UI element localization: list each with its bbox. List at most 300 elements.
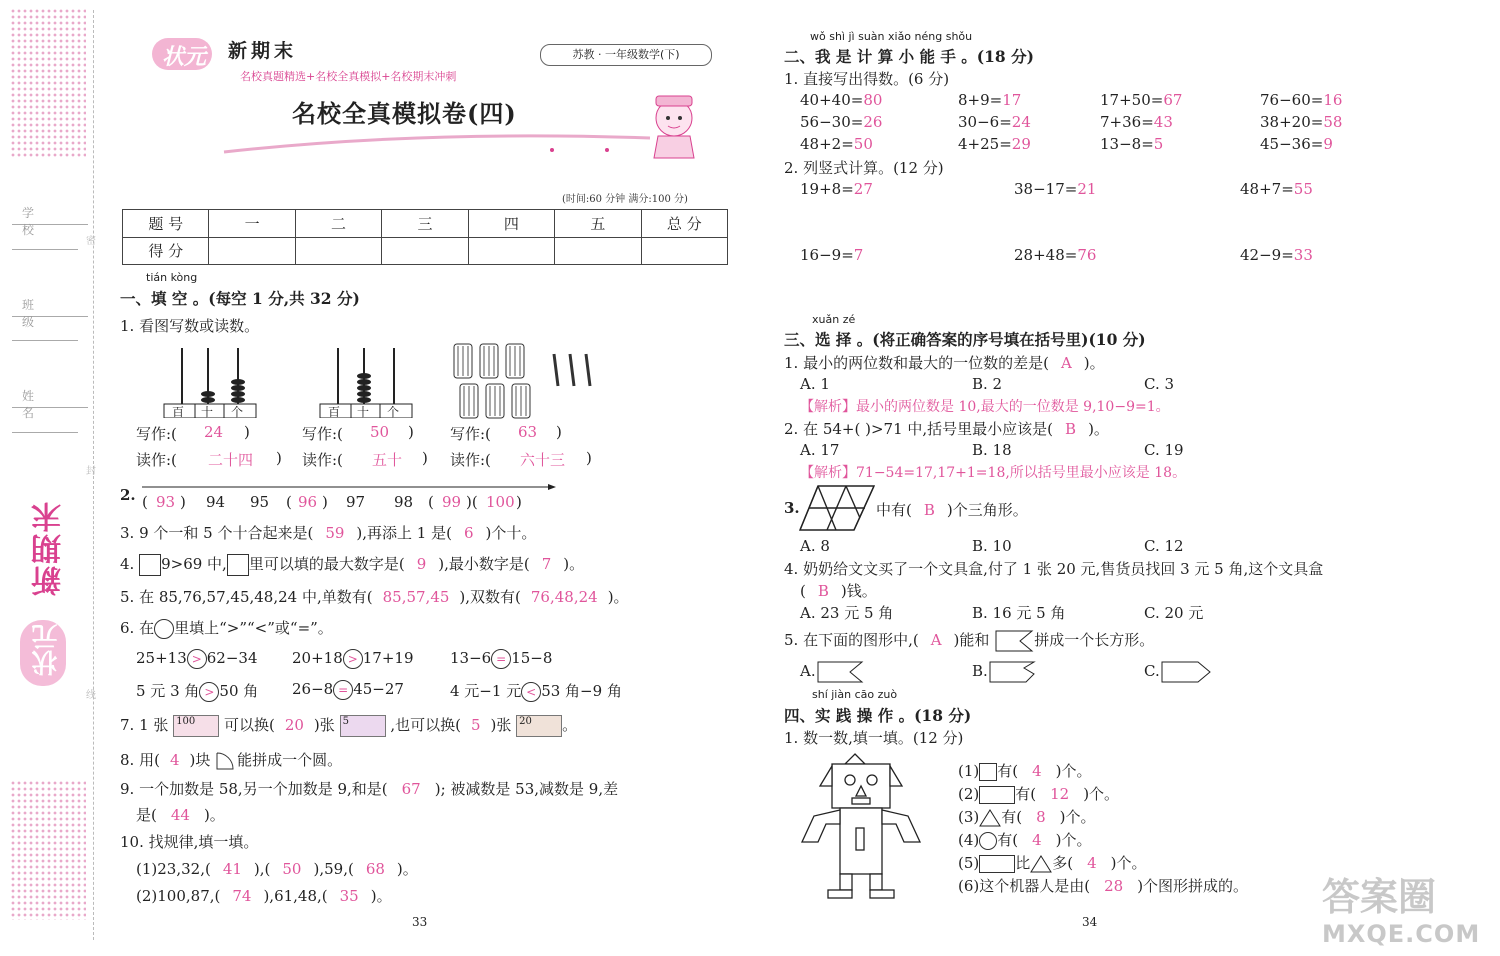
calc-answer[interactable]: 58 [1323,113,1343,131]
compare-item [450,680,622,702]
calc-answer[interactable]: 67 [1163,91,1183,109]
q1-7-ans1[interactable]: 20 [284,716,304,734]
q3-2-text: 2. 在 54+( )>71 中,括号里最小应该是( [784,420,1054,438]
sec2-title: 二、我 是 计 算 小 能 手 。(18 分) [784,47,1034,66]
q3-5-answer[interactable]: A [930,631,942,649]
numline-value: 94 [206,493,226,511]
q3-2-opt-a[interactable]: A. 17 [800,441,840,459]
q1-7 [120,714,577,737]
q1-5-c: )。 [607,588,629,606]
vert-expr: 48+7= [1240,180,1294,198]
count-has: 有( [1001,808,1023,826]
compare-circle[interactable]: > [187,649,207,669]
write-answer-3[interactable]: 63 [518,423,538,441]
triangle-icon [979,809,1001,827]
vert-item [1240,246,1313,264]
calc-expr: 48+2= [800,135,854,153]
score-cell: 一 [209,210,295,238]
count-label: (5) [958,854,980,872]
count-answer[interactable]: 4 [1032,762,1042,780]
calc-expr: 4+25= [958,135,1012,153]
feng-mark: 封 [86,466,96,477]
triangle-figure-icon [798,484,878,532]
vertical-logo-text: 状元 [32,624,62,676]
q1-10-2c: )。 [370,887,392,905]
q1-10-2a: (2)100,87,( [136,887,221,905]
calc-answer[interactable]: 43 [1153,113,1173,131]
q3-4-line2 [800,580,877,601]
q3-3 [876,499,1028,520]
compare-right: 50 角 [219,682,259,700]
calc-item [1100,135,1163,153]
compare-left: 13−6 [450,649,492,667]
numline-answer[interactable]: 96 [298,493,318,511]
q3-3-text: 中有( [876,501,912,519]
score-cell: 题 号 [123,210,209,238]
count-has: 有( [1015,785,1037,803]
q1-10-2-ans1[interactable]: 74 [232,887,252,905]
compare-circle[interactable]: = [491,649,511,669]
q1-9-c: 是( [136,806,157,824]
q3-2-answer[interactable]: B [1065,420,1077,438]
read-label-1: 读作:( [136,451,177,469]
compare-right: 17+19 [362,649,414,667]
opt-label: B. [972,662,988,680]
q1-5 [120,586,629,607]
count-item-4 [958,829,1092,850]
q1-10-1 [136,858,418,879]
robot-figure [800,752,930,900]
sec4-pinyin: shí jiàn cāo zuò [812,688,898,701]
q1-5-ans1[interactable]: 85,57,45 [382,588,450,606]
q2-2: 2. 列竖式计算。(12 分) [784,159,944,177]
q1-7-ans2[interactable]: 5 [470,716,481,734]
score-cell: 五 [555,210,641,238]
note-value: 5 [342,716,349,727]
banknote-20-icon [516,715,562,737]
score-table [122,209,728,265]
q3-3-answer[interactable]: B [923,501,935,519]
time-note: (时间:60 分钟 满分:100 分) [562,194,688,205]
vert-expr: 16−9= [800,246,854,264]
write-close-3: ) [556,423,562,441]
q1-10-1-ans2[interactable]: 50 [282,860,302,878]
q1-8-c: 能拼成一个圆。 [237,751,343,769]
numline-answer[interactable]: 93 [156,493,176,511]
edition-badge: 苏教 · 一年级数学(下) [540,44,712,66]
sec3-pinyin: xuǎn zé [812,313,856,326]
q1-3-ans2[interactable]: 6 [463,524,474,542]
compare-left: 4 元−1 元 [450,682,522,700]
compare-left: 25+13 [136,649,187,667]
stick-bundles-icon [450,342,606,422]
sec2-pinyin: wǒ shì jì suàn xiǎo néng shǒu [810,30,973,43]
class-line [12,340,78,341]
count-label: (3) [958,808,980,826]
calc-item [1260,135,1333,153]
sec3-title: 三、选 择 。(将正确答案的序号填在括号里)(10 分) [784,330,1146,349]
q3-4-end: )钱。 [840,582,877,600]
q1-9-d: )。 [203,806,225,824]
calc-answer[interactable]: 29 [1011,135,1031,153]
q3-4-answer[interactable]: B [817,582,829,600]
vert-answer[interactable]: 76 [1077,246,1097,264]
read-answer-1[interactable]: 二十四 [208,451,254,469]
q1-3-a: 3. 9 个一和 5 个十合起来是( [120,524,314,542]
q1-4-d: ),最小数字是( [438,555,530,573]
vert-item [800,180,873,198]
write-close-1: ) [244,423,250,441]
option-b-shape-icon [988,660,1040,684]
read-answer-2[interactable]: 五十 [372,451,403,469]
count-than: 比 [1015,854,1031,872]
q1-5-a: 5. 在 85,76,57,45,48,24 中,单数有( [120,588,373,606]
q3-1-opt-c[interactable]: C. 3 [1144,375,1175,393]
calc-expr: 56−30= [800,113,864,131]
count-has: 有( [997,762,1019,780]
q3-2-opt-c[interactable]: C. 19 [1144,441,1184,459]
count-answer[interactable]: 28 [1104,877,1124,895]
count-answer[interactable]: 4 [1087,854,1097,872]
abacus1-label-ge: 个 [231,405,244,419]
count-item-2 [958,783,1119,804]
vert-expr: 42−9= [1240,246,1294,264]
calc-item [1260,91,1342,109]
abacus1-label-shi: 十 [201,405,214,419]
compare-right: 45−27 [353,680,404,698]
blank-box [227,554,249,576]
read-label-2: 读作:( [302,451,343,469]
vert-expr: 28+48= [1014,246,1078,264]
note-value: 100 [176,716,196,727]
numline-paren-3c: )( [466,493,478,511]
brand-title: 新期末 [228,40,298,62]
title-swoosh [222,126,652,156]
numline-value: 97 [346,493,366,511]
compare-left: 20+18 [292,649,343,667]
quarter-circle-icon [215,751,237,771]
q1-9-a: 9. 一个加数是 58,另一个加数是 9,和是( [120,780,388,798]
count-item-1 [958,760,1092,781]
score-input[interactable] [641,237,727,265]
margin-dots-bottom [10,780,86,920]
count-end: )个。 [1059,808,1096,826]
q1-4 [120,553,584,576]
count-end: )个图形拼成的。 [1137,877,1249,895]
calc-answer[interactable]: 50 [853,135,873,153]
q1-7-d: ,也可以换( [390,716,461,734]
calc-answer[interactable]: 9 [1323,135,1333,153]
calc-item [958,91,1021,109]
calc-item [1100,113,1173,131]
score-cell: 总 分 [641,210,727,238]
compare-right: 15−8 [511,649,553,667]
q3-4: 4. 奶奶给文文买了一个文具盒,付了 1 张 20 元,售货员找回 3 元 5 角,这个文具盒 [784,560,1324,578]
numline-answer[interactable]: 100 [486,493,515,511]
q3-3-num: 3. [784,499,800,517]
q1-4-ans1[interactable]: 9 [416,555,427,573]
score-cell: 得 分 [123,237,209,265]
q1-4-e: )。 [563,555,585,573]
write-label-3: 写作:( [450,425,491,443]
banknote-100-icon [173,715,219,737]
q1-5-ans2[interactable]: 76,48,24 [530,588,598,606]
calc-expr: 45−36= [1260,135,1324,153]
q1-5-b: ),双数有( [459,588,521,606]
compare-circle[interactable]: > [343,649,363,669]
q3-1-explanation: 【解析】最小的两位数是 10,最大的一位数是 9,10−9=1。 [800,399,1170,415]
q1-4-c: 里可以填的最大数字是( [248,555,405,573]
q3-1-text: 1. 最小的两位数和最大的一位数的差是( [784,354,1049,372]
write-answer-2[interactable]: 50 [370,423,390,441]
read-answer-3[interactable]: 六十三 [520,451,566,469]
q1-3-b: ),再添上 1 是( [356,524,452,542]
count-label: (6)这个机器人是由( [958,877,1091,895]
count-item-6 [958,875,1248,896]
numline-paren-1c: ) [180,493,186,511]
q3-4-opt-b[interactable]: B. 16 元 5 角 [972,604,1066,622]
page-number-right: 34 [1082,915,1098,929]
rectangle-icon [979,855,1015,873]
sec4-title: 四、实 践 操 作 。(18 分) [784,706,972,725]
page-number-left: 33 [412,915,428,929]
notched-shape-icon [994,629,1034,653]
calc-answer[interactable]: 16 [1323,91,1343,109]
q1-9-b: ); 被减数是 53,减数是 9,差 [434,780,619,798]
q3-5-opt-c[interactable] [1144,660,1212,684]
count-has: 有( [997,831,1019,849]
vert-answer[interactable]: 7 [853,246,864,264]
count-answer[interactable]: 8 [1036,808,1046,826]
q3-5-mid: )能和 [953,631,990,649]
q1-8-a: 8. 用( [120,751,160,769]
triangle-icon [1030,855,1052,873]
calc-item [800,113,882,131]
option-a-shape-icon [816,660,864,684]
q3-4-opt-a[interactable]: A. 23 元 5 角 [800,604,894,622]
class-field: 班 级 [12,296,88,317]
q1-10-2 [136,885,392,906]
vert-item [1240,180,1313,198]
q1-6-a: 6. 在 [120,619,155,637]
name-field: 姓 名 [12,387,88,408]
calc-answer[interactable]: 17 [1002,91,1022,109]
q1-4-ans2[interactable]: 7 [541,555,552,573]
vertical-brand: 新期末 [32,500,67,596]
q3-3-opt-b[interactable]: B. 10 [972,537,1012,555]
score-input[interactable] [209,237,295,265]
q1-3-ans1[interactable]: 59 [325,524,345,542]
q1-10-2-ans2[interactable]: 35 [339,887,359,905]
score-input[interactable] [468,237,554,265]
q1-6 [120,617,333,639]
q3-1-opt-a[interactable]: A. 1 [800,375,830,393]
count-answer[interactable]: 12 [1050,785,1070,803]
school-line [12,249,78,250]
school-field: 学 校 [12,204,88,225]
mascot-icon [640,92,710,162]
count-end: )个。 [1110,854,1147,872]
abacus2-label-shi: 十 [357,405,370,419]
compare-left: 26−8 [292,680,334,698]
q3-2-opt-b[interactable]: B. 18 [972,441,1012,459]
q1-10-1a: (1)23,32,( [136,860,211,878]
q1-10-1-ans1[interactable]: 41 [222,860,242,878]
vert-item [800,246,863,264]
q1-10-1-ans3[interactable]: 68 [365,860,385,878]
vert-answer[interactable]: 33 [1293,246,1313,264]
compare-left: 5 元 3 角 [136,682,200,700]
compare-right: 53 角−9 角 [541,682,622,700]
vert-answer[interactable]: 27 [853,180,873,198]
q3-5 [784,629,1154,653]
q1-1: 1. 看图写数或读数。 [120,317,260,335]
opt-label: C. [1144,662,1160,680]
vert-expr: 19+8= [800,180,854,198]
write-label-2: 写作:( [302,425,343,443]
q1-3-c: )个十。 [485,524,537,542]
compare-circle[interactable]: > [199,682,219,702]
score-input[interactable] [555,237,641,265]
numline-paren-1: ( [142,493,148,511]
calc-answer[interactable]: 24 [1011,113,1031,131]
compare-circle[interactable]: = [333,680,353,700]
q3-5-text: 5. 在下面的图形中,( [784,631,919,649]
watermark-bottom: MXQE.COM [1322,920,1481,948]
q3-2 [784,418,1109,439]
q1-8-b: )块 [189,751,211,769]
q4-1: 1. 数一数,填一填。(12 分) [784,729,964,747]
read-close-2: ) [422,449,428,467]
opt-label: A. [800,662,816,680]
xian-mark: 线 [86,690,96,701]
q1-7-c: )张 [313,716,335,734]
numline-paren-3: ( [428,493,434,511]
blank-box[interactable] [139,554,161,576]
calc-item [958,113,1031,131]
q3-2-end: )。 [1088,420,1109,438]
abacus1-label-bai: 百 [172,405,185,419]
numline-value: 98 [394,493,414,511]
count-end: )个。 [1055,831,1092,849]
sec1-title: 一、填 空 。(每空 1 分,共 32 分) [120,289,360,308]
write-label-1: 写作:( [136,425,177,443]
q3-3-opt-c[interactable]: C. 12 [1144,537,1184,555]
q3-3-end: )个三角形。 [946,501,1028,519]
calc-answer[interactable]: 80 [863,91,883,109]
numline-value: 95 [250,493,270,511]
q3-1-opt-b[interactable]: B. 2 [972,375,1003,393]
q3-5-end: 拼成一个长方形。 [1034,631,1155,649]
q1-10-1d: )。 [396,860,418,878]
margin-dots-top [10,8,86,158]
banknote-5-icon [340,715,386,737]
q3-1 [784,352,1105,373]
count-end: )个。 [1055,762,1092,780]
q1-10-2b: ),61,48,( [263,887,328,905]
score-input[interactable] [382,237,468,265]
q3-1-answer[interactable]: A [1060,354,1072,372]
logo-text: 状元 [162,45,207,70]
q1-7-b: 可以换( [223,716,275,734]
name-line [12,432,78,433]
q3-5-opt-b[interactable] [972,660,1040,684]
count-label: (1) [958,762,980,780]
q1-7-a: 7. 1 张 [120,716,169,734]
q1-9-ans1[interactable]: 67 [401,780,421,798]
write-close-2: ) [408,423,414,441]
q1-10-1c: ),59,( [313,860,354,878]
q1-2-num: 2. [120,486,136,504]
seal-mark: 密 [86,236,96,247]
vert-answer[interactable]: 55 [1293,180,1313,198]
count-end: )个。 [1083,785,1120,803]
calc-expr: 40+40= [800,91,864,109]
read-label-3: 读作:( [450,451,491,469]
q3-5-opt-a[interactable] [800,660,864,684]
q3-3-opt-a[interactable]: A. 8 [800,537,830,555]
calc-item [1100,91,1182,109]
calc-expr: 8+9= [958,91,1003,109]
compare-item [292,649,414,669]
read-close-3: ) [586,449,592,467]
score-cell: 三 [382,210,468,238]
calc-item [958,135,1031,153]
numline-paren-2c: ) [322,493,328,511]
score-header-row [123,210,728,238]
calc-expr: 30−6= [958,113,1012,131]
count-item-5 [958,852,1147,873]
vert-answer[interactable]: 21 [1077,180,1097,198]
q1-10-1b: ),( [253,860,271,878]
q3-4-open: ( [800,582,806,600]
count-label: (4) [958,831,980,849]
q1-9-line2 [136,804,225,825]
compare-circle[interactable]: < [521,682,541,702]
q1-6-b: 里填上“>”“<”或“=”。 [174,619,333,637]
numline-answer[interactable]: 99 [442,493,462,511]
q1-8-ans[interactable]: 4 [169,751,180,769]
calc-answer[interactable]: 26 [863,113,883,131]
q1-3 [120,522,536,543]
calc-item [1260,113,1342,131]
sec1-pinyin: tián kòng [146,271,198,284]
q1-4-b: 9>69 中, [161,555,227,573]
compare-right: 62−34 [206,649,258,667]
watermark-top: 答案圈 [1322,875,1437,919]
q1-7-f: 。 [562,716,578,734]
calc-item [800,135,873,153]
tagline: 名校真题精选+名校全真模拟+名校期末冲刺 [240,70,457,83]
count-answer[interactable]: 4 [1032,831,1042,849]
vert-item [1014,180,1096,198]
score-cell: 二 [295,210,381,238]
score-input[interactable] [295,237,381,265]
q3-1-end: )。 [1083,354,1105,372]
write-answer-1[interactable]: 24 [204,423,224,441]
calc-expr: 13−8= [1100,135,1154,153]
score-cell: 四 [468,210,554,238]
calc-expr: 76−60= [1260,91,1324,109]
q3-2-explanation: 【解析】71−54=17,17+1=18,所以括号里最小应该是 18。 [800,465,1187,481]
q3-4-opt-c[interactable]: C. 20 元 [1144,604,1204,622]
numline-paren-2: ( [286,493,292,511]
q1-9-ans2[interactable]: 44 [170,806,190,824]
calc-answer[interactable]: 5 [1153,135,1164,153]
q1-8 [120,749,342,771]
q1-4-a: 4. [120,555,135,573]
q2-1: 1. 直接写出得数。(6 分) [784,70,950,88]
